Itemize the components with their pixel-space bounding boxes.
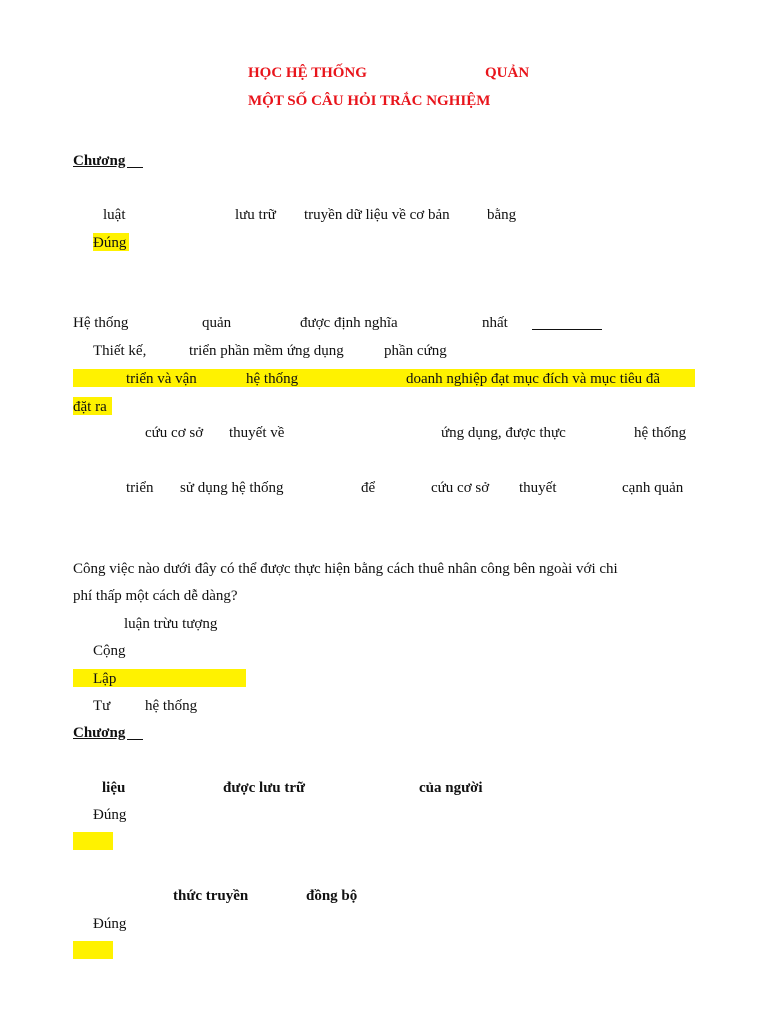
q2-option-a-part1: Thiết kế, <box>93 343 147 359</box>
q1-text-part1: luật <box>103 207 126 223</box>
q1-text-part3: truyền dữ liệu về cơ bản <box>304 207 450 223</box>
q3-option-c: Lập <box>93 671 117 687</box>
q2-option-d-part2: sử dụng hệ thống <box>180 480 284 496</box>
section-heading-2-blank <box>127 739 143 740</box>
q2-option-b-cont: đặt ra <box>73 399 107 415</box>
q2-option-d-part3: để <box>361 480 376 496</box>
q2-option-d-part1: triển <box>126 480 154 496</box>
q1-text-part2: lưu trữ <box>235 207 276 223</box>
q4-text-part1: liệu <box>102 780 126 796</box>
q1-text-part4: bằng <box>487 207 517 223</box>
q2-option-b-part2: hệ thống <box>246 371 299 387</box>
q2-option-a-part2: triển phần mềm ứng dụng <box>189 343 344 359</box>
q2-text-part2: quản <box>202 315 232 331</box>
doc-title-part1: HỌC HỆ THỐNG <box>248 65 367 81</box>
q3-option-d-part2: hệ thống <box>145 698 198 714</box>
q2-option-c-part3: ứng dụng, được thực <box>441 425 566 441</box>
q5-text-part1: thức truyền <box>173 888 249 904</box>
q2-option-c-part2: thuyết về <box>229 425 285 441</box>
q2-option-b-part1: triển và vận <box>126 371 197 387</box>
q3-text-line1: Công việc nào dưới đây có thể được thực hiện bằng cách thuê nhân công bên ngoài với chi <box>73 561 618 577</box>
q4-answer-highlight <box>73 832 113 850</box>
q2-text-part4: nhất <box>482 315 508 331</box>
doc-subtitle: MỘT SỐ CÂU HỎI TRẮC NGHIỆM <box>248 93 491 109</box>
section-heading-1-blank <box>127 167 143 168</box>
q2-text-part3: được định nghĩa <box>300 315 398 331</box>
q3-option-d-part1: Tư <box>93 698 111 714</box>
q4-answer: Đúng <box>93 807 127 823</box>
q2-option-d-part4: cứu cơ sở <box>431 480 490 496</box>
q5-answer: Đúng <box>93 916 127 932</box>
q3-option-a: luận trừu tượng <box>124 616 218 632</box>
q4-text-part2: được lưu trữ <box>223 780 305 796</box>
q2-option-c-part4: hệ thống <box>634 425 687 441</box>
q5-answer-highlight <box>73 941 113 959</box>
q5-text-part2: đồng bộ <box>306 888 358 904</box>
q2-option-d-part5: thuyết <box>519 480 557 496</box>
doc-title-part2: QUẢN <box>485 65 530 81</box>
q1-answer: Đúng <box>93 235 127 251</box>
q2-answer-blank <box>532 329 602 330</box>
q2-option-a-part3: phần cứng <box>384 343 447 359</box>
q3-text-line2: phí thấp một cách dễ dàng? <box>73 588 238 604</box>
q2-option-b-part3: doanh nghiệp đạt mục đích và mục tiêu đã <box>406 371 661 387</box>
q2-option-c-part1: cứu cơ sở <box>145 425 204 441</box>
q2-option-d-part6: cạnh quản <box>622 480 684 496</box>
q3-option-b: Cộng <box>93 643 126 659</box>
q2-text-part1: Hệ thống <box>73 315 129 331</box>
section-heading-2: Chương <box>73 725 126 741</box>
q4-text-part3: của người <box>419 780 483 796</box>
section-heading-1: Chương <box>73 153 126 169</box>
